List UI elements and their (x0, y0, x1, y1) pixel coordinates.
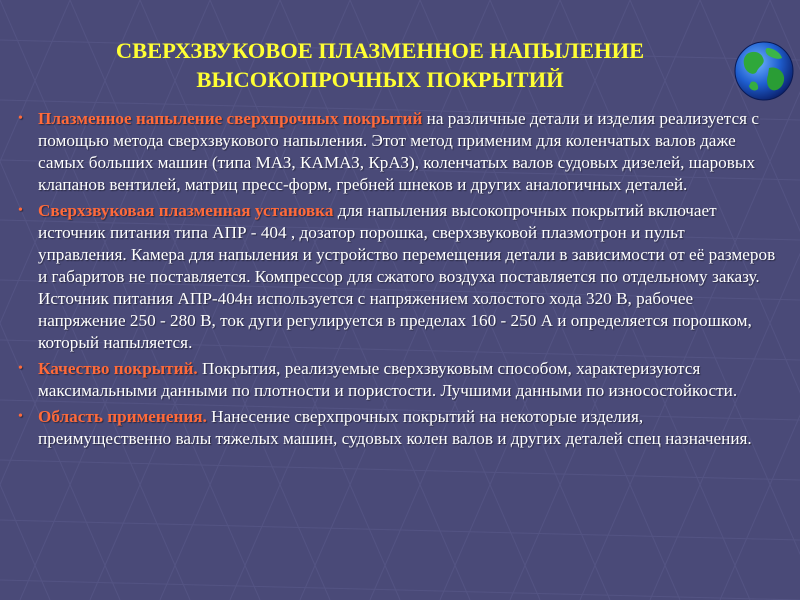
slide-title (60, 36, 700, 94)
bullet-paragraph (38, 200, 776, 288)
bullet-paragraph (38, 406, 776, 450)
bullet-paragraph (38, 108, 776, 196)
bullet-marker: • (18, 111, 23, 126)
bullet-item (16, 108, 776, 196)
bullet-highlight: Качество покрытий. (38, 359, 198, 378)
bullet-extra-paragraph: Источник питания АПР-404н используется с напряжением холостого хода 320 В, рабочее напряжение 250 - 280 В, ток дуги регулируется в пределах 160 - 250 А и определяется порошком, который напыляется. (38, 289, 752, 352)
bullet-text: Нанесение сверхпрочных покрытий на некоторые изделия, преимущественно валы тяжелых машин, судовых колен валов и других деталей спец назначения. (38, 407, 752, 448)
bullet-highlight: Сверхзвуковая плазменная установка (38, 201, 334, 220)
bullet-marker: • (18, 361, 23, 376)
bullet-item (16, 200, 776, 354)
bullet-highlight: Область применения. (38, 407, 207, 426)
bullet-text: для напыления высокопрочных покрытий включает источник питания типа АПР - 404 , дозатор порошка, сверхзвуковой плазмотрон и пульт управления. Камера для напыления и устройство перемещения детали в зависимости от её размеров и габаритов не поставляется. Компрессор для сжатого воздуха поставляется по отдельному заказу. (38, 201, 776, 286)
bullet-item (16, 358, 776, 402)
bullet-highlight: Плазменное напыление сверхпрочных покрытий (38, 109, 423, 128)
bullet-marker: • (18, 203, 23, 218)
globe-icon (733, 40, 795, 102)
bullet-text: на различные детали и изделия реализуется с помощью метода сверхзвукового напыления. Этот метод применим для коленчатых валов даже самых больших машин (типа МАЗ, КАМАЗ, КрАЗ), коленчатых валов судовых дизелей, шаровых клапанов вентилей, матриц пресс-форм, гребней шнеков и других аналогичных деталей. (38, 109, 759, 194)
slide-content (16, 108, 776, 454)
slide-title-line2: ВЫСОКОПРОЧНЫХ ПОКРЫТИЙ (196, 67, 564, 92)
slide-title-line1: СВЕРХЗВУКОВОЕ ПЛАЗМЕННОЕ НАПЫЛЕНИЕ (115, 38, 645, 63)
bullet-marker: • (18, 409, 23, 424)
bullet-text: Покрытия, реализуемые сверхзвуковым способом, характеризуются максимальными данными по плотности и пористости. Лучшими данными по износостойкости. (38, 359, 738, 400)
bullet-item (16, 406, 776, 450)
bullet-paragraph (38, 358, 776, 402)
